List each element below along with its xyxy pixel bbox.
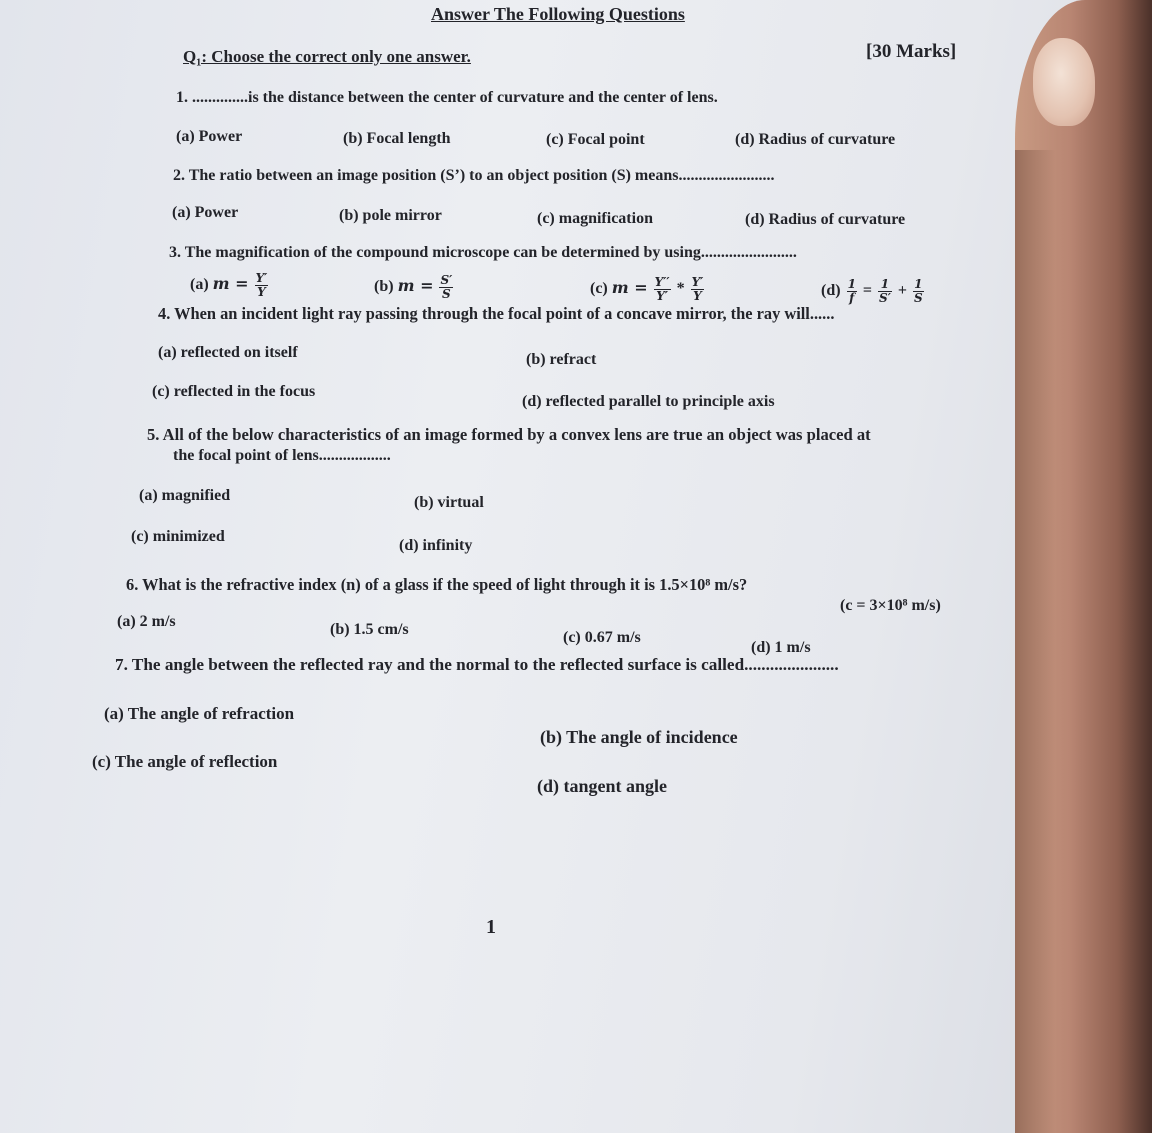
q7-option-c: (c) The angle of reflection	[92, 752, 278, 771]
question-4-text: 4. When an incident light ray passing through the focal point of a concave mirror, the ray will......	[158, 304, 835, 323]
q3-d-numerator-3: 1	[914, 277, 923, 291]
q3-a-numerator: Y′	[255, 271, 268, 285]
q3-option-a	[190, 272, 270, 299]
q7-option-d: (d) tangent angle	[537, 776, 667, 796]
page-title: Answer The Following Questions	[431, 4, 685, 24]
q4-option-c: (c) reflected in the focus	[152, 383, 316, 400]
q3-d-equals: =	[862, 282, 873, 300]
q2-option-b: (b) pole mirror	[339, 207, 442, 224]
q7-option-b: (b) The angle of incidence	[540, 727, 738, 747]
q3-d-fraction-f	[847, 278, 857, 305]
question-5-text-line-2: the focal point of lens..................	[173, 447, 391, 464]
q5-option-b: (b) virtual	[414, 494, 484, 511]
q3-d-plus: +	[897, 282, 908, 300]
q4-option-b: (b) refract	[526, 351, 597, 368]
q3-option-b	[374, 274, 455, 301]
question-2-text: 2. The ratio between an image position (S’) to an object position (S) means........................	[173, 167, 775, 184]
q1-option-c: (c) Focal point	[546, 131, 645, 148]
q5-option-a: (a) magnified	[139, 487, 231, 504]
q3-option-d	[821, 278, 926, 305]
q3-d-fraction-s	[913, 278, 924, 305]
q6-option-d: (d) 1 m/s	[751, 639, 811, 656]
q3-option-c-label: (c)	[590, 280, 608, 298]
q3-option-c	[590, 276, 706, 303]
q3-option-c-fraction-1	[654, 276, 671, 303]
thumb	[1015, 0, 1152, 1133]
question-7-text: 7. The angle between the reflected ray and the normal to the reflected surface is called......................	[115, 655, 839, 674]
q1-option-a: (a) Power	[176, 128, 243, 145]
q3-option-b-label: (b)	[374, 278, 394, 296]
q1-option-b: (b) Focal length	[343, 130, 451, 147]
q3-option-d-label: (d)	[821, 282, 841, 300]
q3-c-denominator-2: Y	[693, 289, 702, 303]
q3-c-operator: *	[676, 280, 685, 298]
q3-option-b-fraction	[439, 274, 453, 301]
q3-option-a-lhs: m =	[212, 274, 249, 294]
q3-c-denominator-1: Y′	[656, 289, 668, 303]
q3-d-fraction-si	[878, 278, 892, 305]
question-3-text: 3. The magnification of the compound microscope can be determined by using........................	[169, 244, 797, 261]
q5-option-c: (c) minimized	[131, 528, 225, 545]
q3-b-numerator: S′	[440, 273, 453, 287]
q6-option-c: (c) 0.67 m/s	[563, 629, 641, 646]
q3-c-numerator-1: Y′′	[654, 275, 670, 289]
q6-given-value: (c = 3×10⁸ m/s)	[840, 597, 941, 614]
q3-d-numerator-2: 1	[878, 278, 892, 292]
q3-d-denominator-s: S	[914, 291, 923, 305]
q3-option-c-lhs: m =	[611, 278, 648, 298]
q7-option-a: (a) The angle of refraction	[104, 704, 295, 723]
q3-d-denominator-f: f	[849, 291, 855, 305]
q4-option-a: (a) reflected on itself	[158, 344, 298, 361]
q3-option-a-fraction	[255, 272, 269, 299]
q3-d-numerator-1: 1	[847, 277, 856, 291]
q6-option-b: (b) 1.5 cm/s	[330, 621, 409, 638]
question-6-text: 6. What is the refractive index (n) of a glass if the speed of light through it is 1.5×10⁸ m/s?	[126, 575, 748, 594]
q3-option-c-fraction-2	[691, 276, 705, 303]
q3-c-numerator-2: Y′	[691, 275, 704, 289]
q3-a-denominator: Y	[257, 285, 266, 299]
q3-option-a-label: (a)	[190, 276, 209, 294]
q3-d-denominator-si: S′	[879, 291, 891, 305]
q4-option-d: (d) reflected parallel to principle axis	[522, 393, 775, 410]
q3-option-b-lhs: m =	[397, 276, 434, 296]
q1-option-d: (d) Radius of curvature	[735, 131, 896, 148]
q2-option-d: (d) Radius of curvature	[745, 211, 906, 228]
q3-b-denominator: S	[442, 287, 451, 301]
q5-option-d: (d) infinity	[399, 537, 473, 554]
marks-label: [30 Marks]	[866, 41, 957, 62]
thumb-shadow	[1015, 150, 1055, 1133]
page-number: 1	[486, 916, 496, 938]
question-5-text-line-1: 5. All of the below characteristics of an image formed by a convex lens are true an object was placed at	[147, 425, 871, 444]
question-1-text: 1. ..............is the distance between the center of curvature and the center of lens.	[176, 89, 718, 106]
q2-option-a: (a) Power	[172, 204, 239, 221]
question-section-heading: Q₁: Choose the correct only one answer.	[183, 47, 471, 66]
q2-option-c: (c) magnification	[537, 210, 653, 227]
thumbnail-nail	[1033, 38, 1095, 126]
q6-option-a: (a) 2 m/s	[117, 613, 176, 630]
